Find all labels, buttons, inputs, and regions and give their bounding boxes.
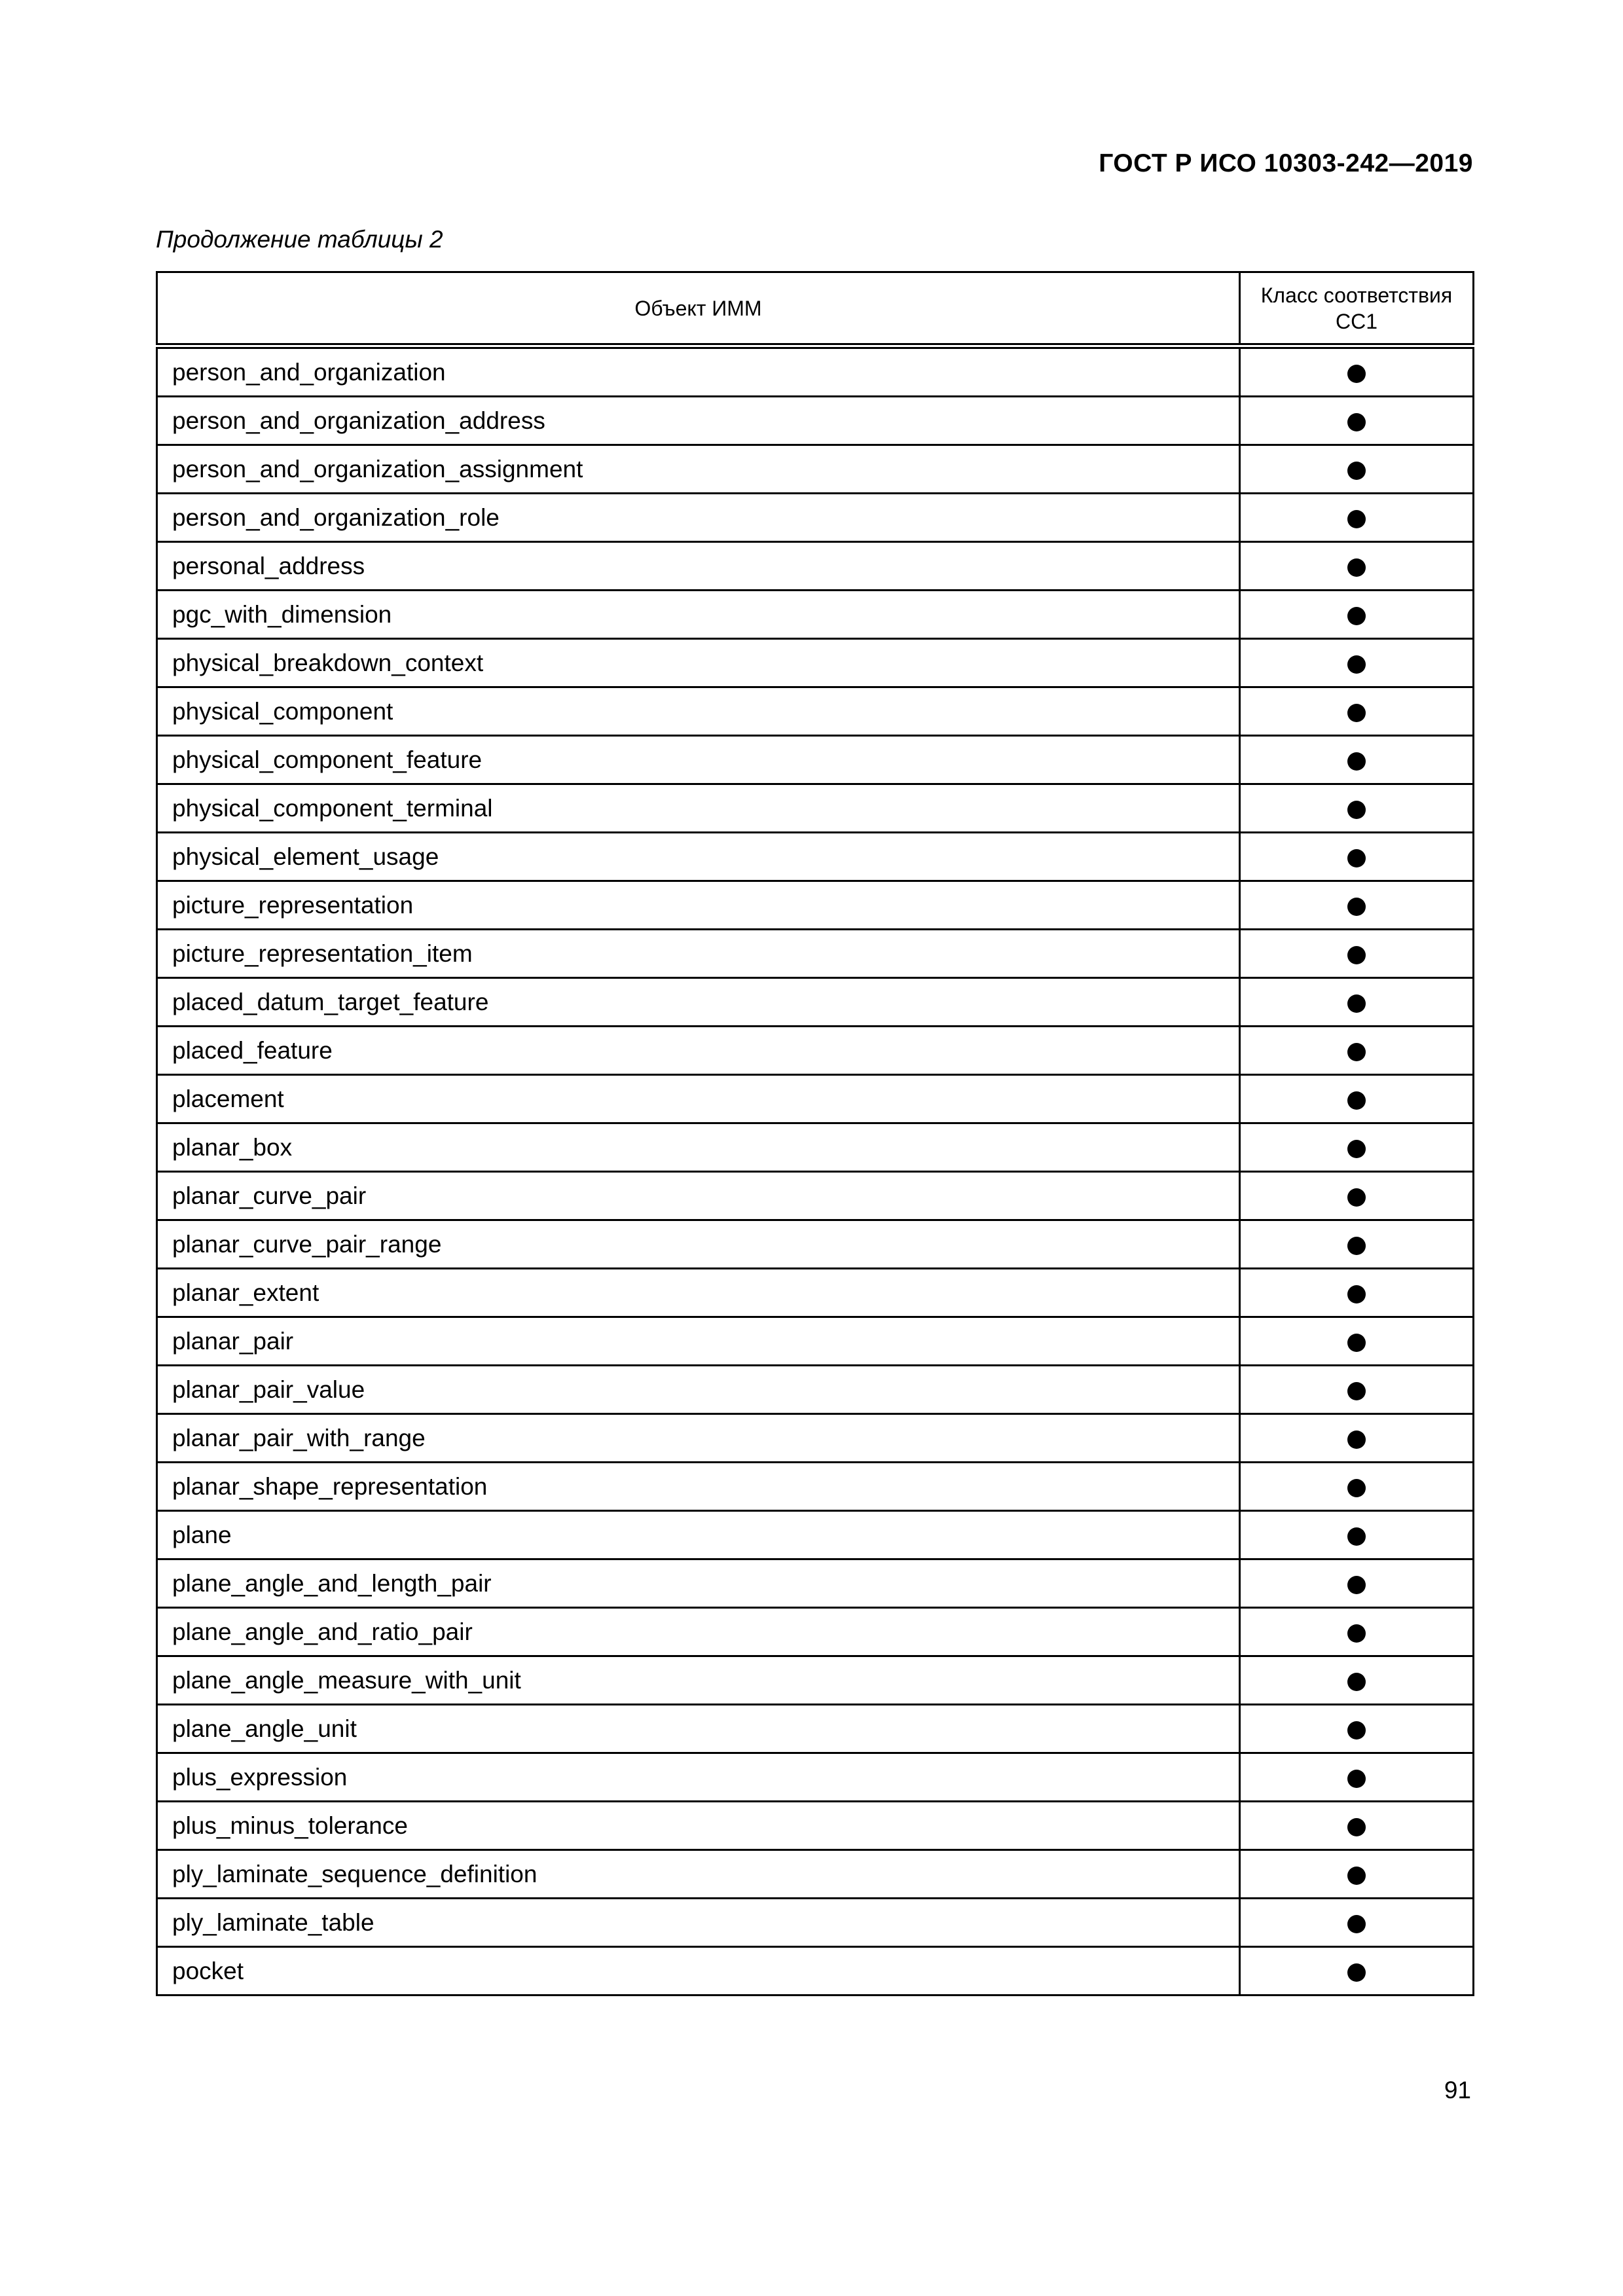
filled-circle-icon xyxy=(1347,801,1366,819)
filled-circle-icon xyxy=(1347,1430,1366,1449)
table-row xyxy=(157,930,1474,978)
page-number: 91 xyxy=(1444,2077,1471,2104)
object-name-cell: physical_component xyxy=(157,687,1240,736)
filled-circle-icon xyxy=(1347,1963,1366,1982)
table-row xyxy=(157,1269,1474,1317)
filled-circle-icon xyxy=(1347,462,1366,480)
column-header-class-line2: CC1 xyxy=(1335,309,1377,333)
object-name-cell: placed_feature xyxy=(157,1027,1240,1075)
object-name-cell: person_and_organization_address xyxy=(157,397,1240,445)
conformance-class-cell xyxy=(1240,1027,1474,1075)
filled-circle-icon xyxy=(1347,898,1366,916)
filled-circle-icon xyxy=(1347,607,1366,625)
object-name-cell: person_and_organization_assignment xyxy=(157,445,1240,494)
object-name-cell: planar_curve_pair xyxy=(157,1172,1240,1220)
conformance-class-cell xyxy=(1240,1947,1474,1995)
filled-circle-icon xyxy=(1347,1043,1366,1061)
filled-circle-icon xyxy=(1347,655,1366,674)
table-row xyxy=(157,1463,1474,1511)
table-row xyxy=(157,833,1474,881)
table-row xyxy=(157,1802,1474,1850)
filled-circle-icon xyxy=(1347,413,1366,431)
object-name-cell: physical_component_terminal xyxy=(157,784,1240,833)
conformance-class-cell xyxy=(1240,1317,1474,1366)
conformance-class-cell xyxy=(1240,346,1474,397)
filled-circle-icon xyxy=(1347,1527,1366,1546)
object-name-cell: person_and_organization_role xyxy=(157,494,1240,542)
filled-circle-icon xyxy=(1347,1624,1366,1643)
table-row xyxy=(157,494,1474,542)
object-name-cell: placed_datum_target_feature xyxy=(157,978,1240,1027)
table-row xyxy=(157,1608,1474,1656)
filled-circle-icon xyxy=(1347,1285,1366,1303)
conformance-class-cell xyxy=(1240,1608,1474,1656)
object-name-cell: planar_pair xyxy=(157,1317,1240,1366)
conformance-class-cell xyxy=(1240,1899,1474,1947)
object-name-cell: plus_minus_tolerance xyxy=(157,1802,1240,1850)
object-name-cell: plane_angle_and_length_pair xyxy=(157,1559,1240,1608)
table-row xyxy=(157,445,1474,494)
object-name-cell: plus_expression xyxy=(157,1753,1240,1802)
object-name-cell: planar_pair_value xyxy=(157,1366,1240,1414)
filled-circle-icon xyxy=(1347,1867,1366,1885)
table-row xyxy=(157,1947,1474,1995)
filled-circle-icon xyxy=(1347,994,1366,1013)
table-row xyxy=(157,639,1474,687)
filled-circle-icon xyxy=(1347,1091,1366,1110)
object-name-cell: person_and_organization xyxy=(157,346,1240,397)
object-name-cell: pgc_with_dimension xyxy=(157,591,1240,639)
filled-circle-icon xyxy=(1347,946,1366,964)
header-row xyxy=(157,272,1474,346)
object-name-cell: planar_shape_representation xyxy=(157,1463,1240,1511)
table-row xyxy=(157,1656,1474,1705)
conformance-class-cell xyxy=(1240,1220,1474,1269)
object-name-cell: physical_element_usage xyxy=(157,833,1240,881)
conformance-class-cell xyxy=(1240,1559,1474,1608)
filled-circle-icon xyxy=(1347,752,1366,771)
conformance-class-cell xyxy=(1240,542,1474,591)
table-row xyxy=(157,1705,1474,1753)
table-row xyxy=(157,1366,1474,1414)
conformance-class-cell xyxy=(1240,1075,1474,1123)
filled-circle-icon xyxy=(1347,1818,1366,1836)
table-row xyxy=(157,397,1474,445)
table-row xyxy=(157,542,1474,591)
object-name-cell: physical_breakdown_context xyxy=(157,639,1240,687)
object-name-cell: planar_extent xyxy=(157,1269,1240,1317)
conformance-class-cell xyxy=(1240,1802,1474,1850)
conformance-class-cell xyxy=(1240,445,1474,494)
object-name-cell: planar_box xyxy=(157,1123,1240,1172)
object-name-cell: physical_component_feature xyxy=(157,736,1240,784)
filled-circle-icon xyxy=(1347,1382,1366,1400)
filled-circle-icon xyxy=(1347,1188,1366,1207)
object-name-cell: pocket xyxy=(157,1947,1240,1995)
document-code: ГОСТ Р ИСО 10303-242—2019 xyxy=(1099,149,1473,177)
conformance-class-cell xyxy=(1240,833,1474,881)
conformance-class-cell xyxy=(1240,1463,1474,1511)
table-row xyxy=(157,978,1474,1027)
table-row xyxy=(157,1317,1474,1366)
conformance-table-container xyxy=(156,271,1472,1996)
table-row xyxy=(157,1559,1474,1608)
conformance-class-cell xyxy=(1240,1269,1474,1317)
table-body xyxy=(157,346,1474,1995)
conformance-class-cell xyxy=(1240,736,1474,784)
filled-circle-icon xyxy=(1347,1673,1366,1691)
column-header-object xyxy=(157,272,1240,346)
filled-circle-icon xyxy=(1347,1721,1366,1740)
conformance-class-cell xyxy=(1240,1753,1474,1802)
object-name-cell: plane_angle_measure_with_unit xyxy=(157,1656,1240,1705)
object-name-cell: picture_representation xyxy=(157,881,1240,930)
object-name-cell: plane_angle_unit xyxy=(157,1705,1240,1753)
table-row xyxy=(157,1123,1474,1172)
conformance-class-cell xyxy=(1240,591,1474,639)
conformance-class-cell xyxy=(1240,1414,1474,1463)
filled-circle-icon xyxy=(1347,704,1366,722)
filled-circle-icon xyxy=(1347,1237,1366,1255)
table-row xyxy=(157,1414,1474,1463)
table-row xyxy=(157,1220,1474,1269)
table-row xyxy=(157,1511,1474,1559)
conformance-class-cell xyxy=(1240,1656,1474,1705)
table-row xyxy=(157,736,1474,784)
table-row xyxy=(157,784,1474,833)
object-name-cell: plane_angle_and_ratio_pair xyxy=(157,1608,1240,1656)
object-name-cell: planar_pair_with_range xyxy=(157,1414,1240,1463)
object-name-cell: planar_curve_pair_range xyxy=(157,1220,1240,1269)
table-row xyxy=(157,346,1474,397)
table-row xyxy=(157,591,1474,639)
object-name-cell: plane xyxy=(157,1511,1240,1559)
conformance-class-cell xyxy=(1240,1705,1474,1753)
table-row xyxy=(157,881,1474,930)
table-row xyxy=(157,1075,1474,1123)
conformance-class-cell xyxy=(1240,1511,1474,1559)
conformance-class-cell xyxy=(1240,397,1474,445)
table-header xyxy=(157,272,1474,346)
object-name-cell: placement xyxy=(157,1075,1240,1123)
object-name-cell: picture_representation_item xyxy=(157,930,1240,978)
filled-circle-icon xyxy=(1347,1140,1366,1158)
table-row xyxy=(157,1899,1474,1947)
conformance-class-cell xyxy=(1240,494,1474,542)
conformance-class-cell xyxy=(1240,1850,1474,1899)
conformance-class-cell xyxy=(1240,930,1474,978)
filled-circle-icon xyxy=(1347,365,1366,383)
filled-circle-icon xyxy=(1347,1479,1366,1497)
object-name-cell: personal_address xyxy=(157,542,1240,591)
column-header-object-label: Объект ИММ xyxy=(634,296,762,320)
conformance-class-cell xyxy=(1240,639,1474,687)
object-name-cell: ply_laminate_sequence_definition xyxy=(157,1850,1240,1899)
table-row xyxy=(157,1172,1474,1220)
filled-circle-icon xyxy=(1347,1770,1366,1788)
table-row xyxy=(157,1850,1474,1899)
table-caption: Продолжение таблицы 2 xyxy=(156,226,443,253)
filled-circle-icon xyxy=(1347,849,1366,867)
conformance-class-cell xyxy=(1240,687,1474,736)
filled-circle-icon xyxy=(1347,1576,1366,1594)
conformance-class-cell xyxy=(1240,1172,1474,1220)
conformance-class-cell xyxy=(1240,978,1474,1027)
filled-circle-icon xyxy=(1347,558,1366,577)
conformance-table xyxy=(156,271,1474,1996)
column-header-class-line1: Класс соответствия xyxy=(1260,283,1453,307)
filled-circle-icon xyxy=(1347,510,1366,528)
object-name-cell: ply_laminate_table xyxy=(157,1899,1240,1947)
filled-circle-icon xyxy=(1347,1334,1366,1352)
conformance-class-cell xyxy=(1240,784,1474,833)
conformance-class-cell xyxy=(1240,1366,1474,1414)
conformance-class-cell xyxy=(1240,881,1474,930)
column-header-class xyxy=(1240,272,1474,346)
table-row xyxy=(157,1753,1474,1802)
table-row xyxy=(157,687,1474,736)
filled-circle-icon xyxy=(1347,1915,1366,1933)
table-row xyxy=(157,1027,1474,1075)
conformance-class-cell xyxy=(1240,1123,1474,1172)
